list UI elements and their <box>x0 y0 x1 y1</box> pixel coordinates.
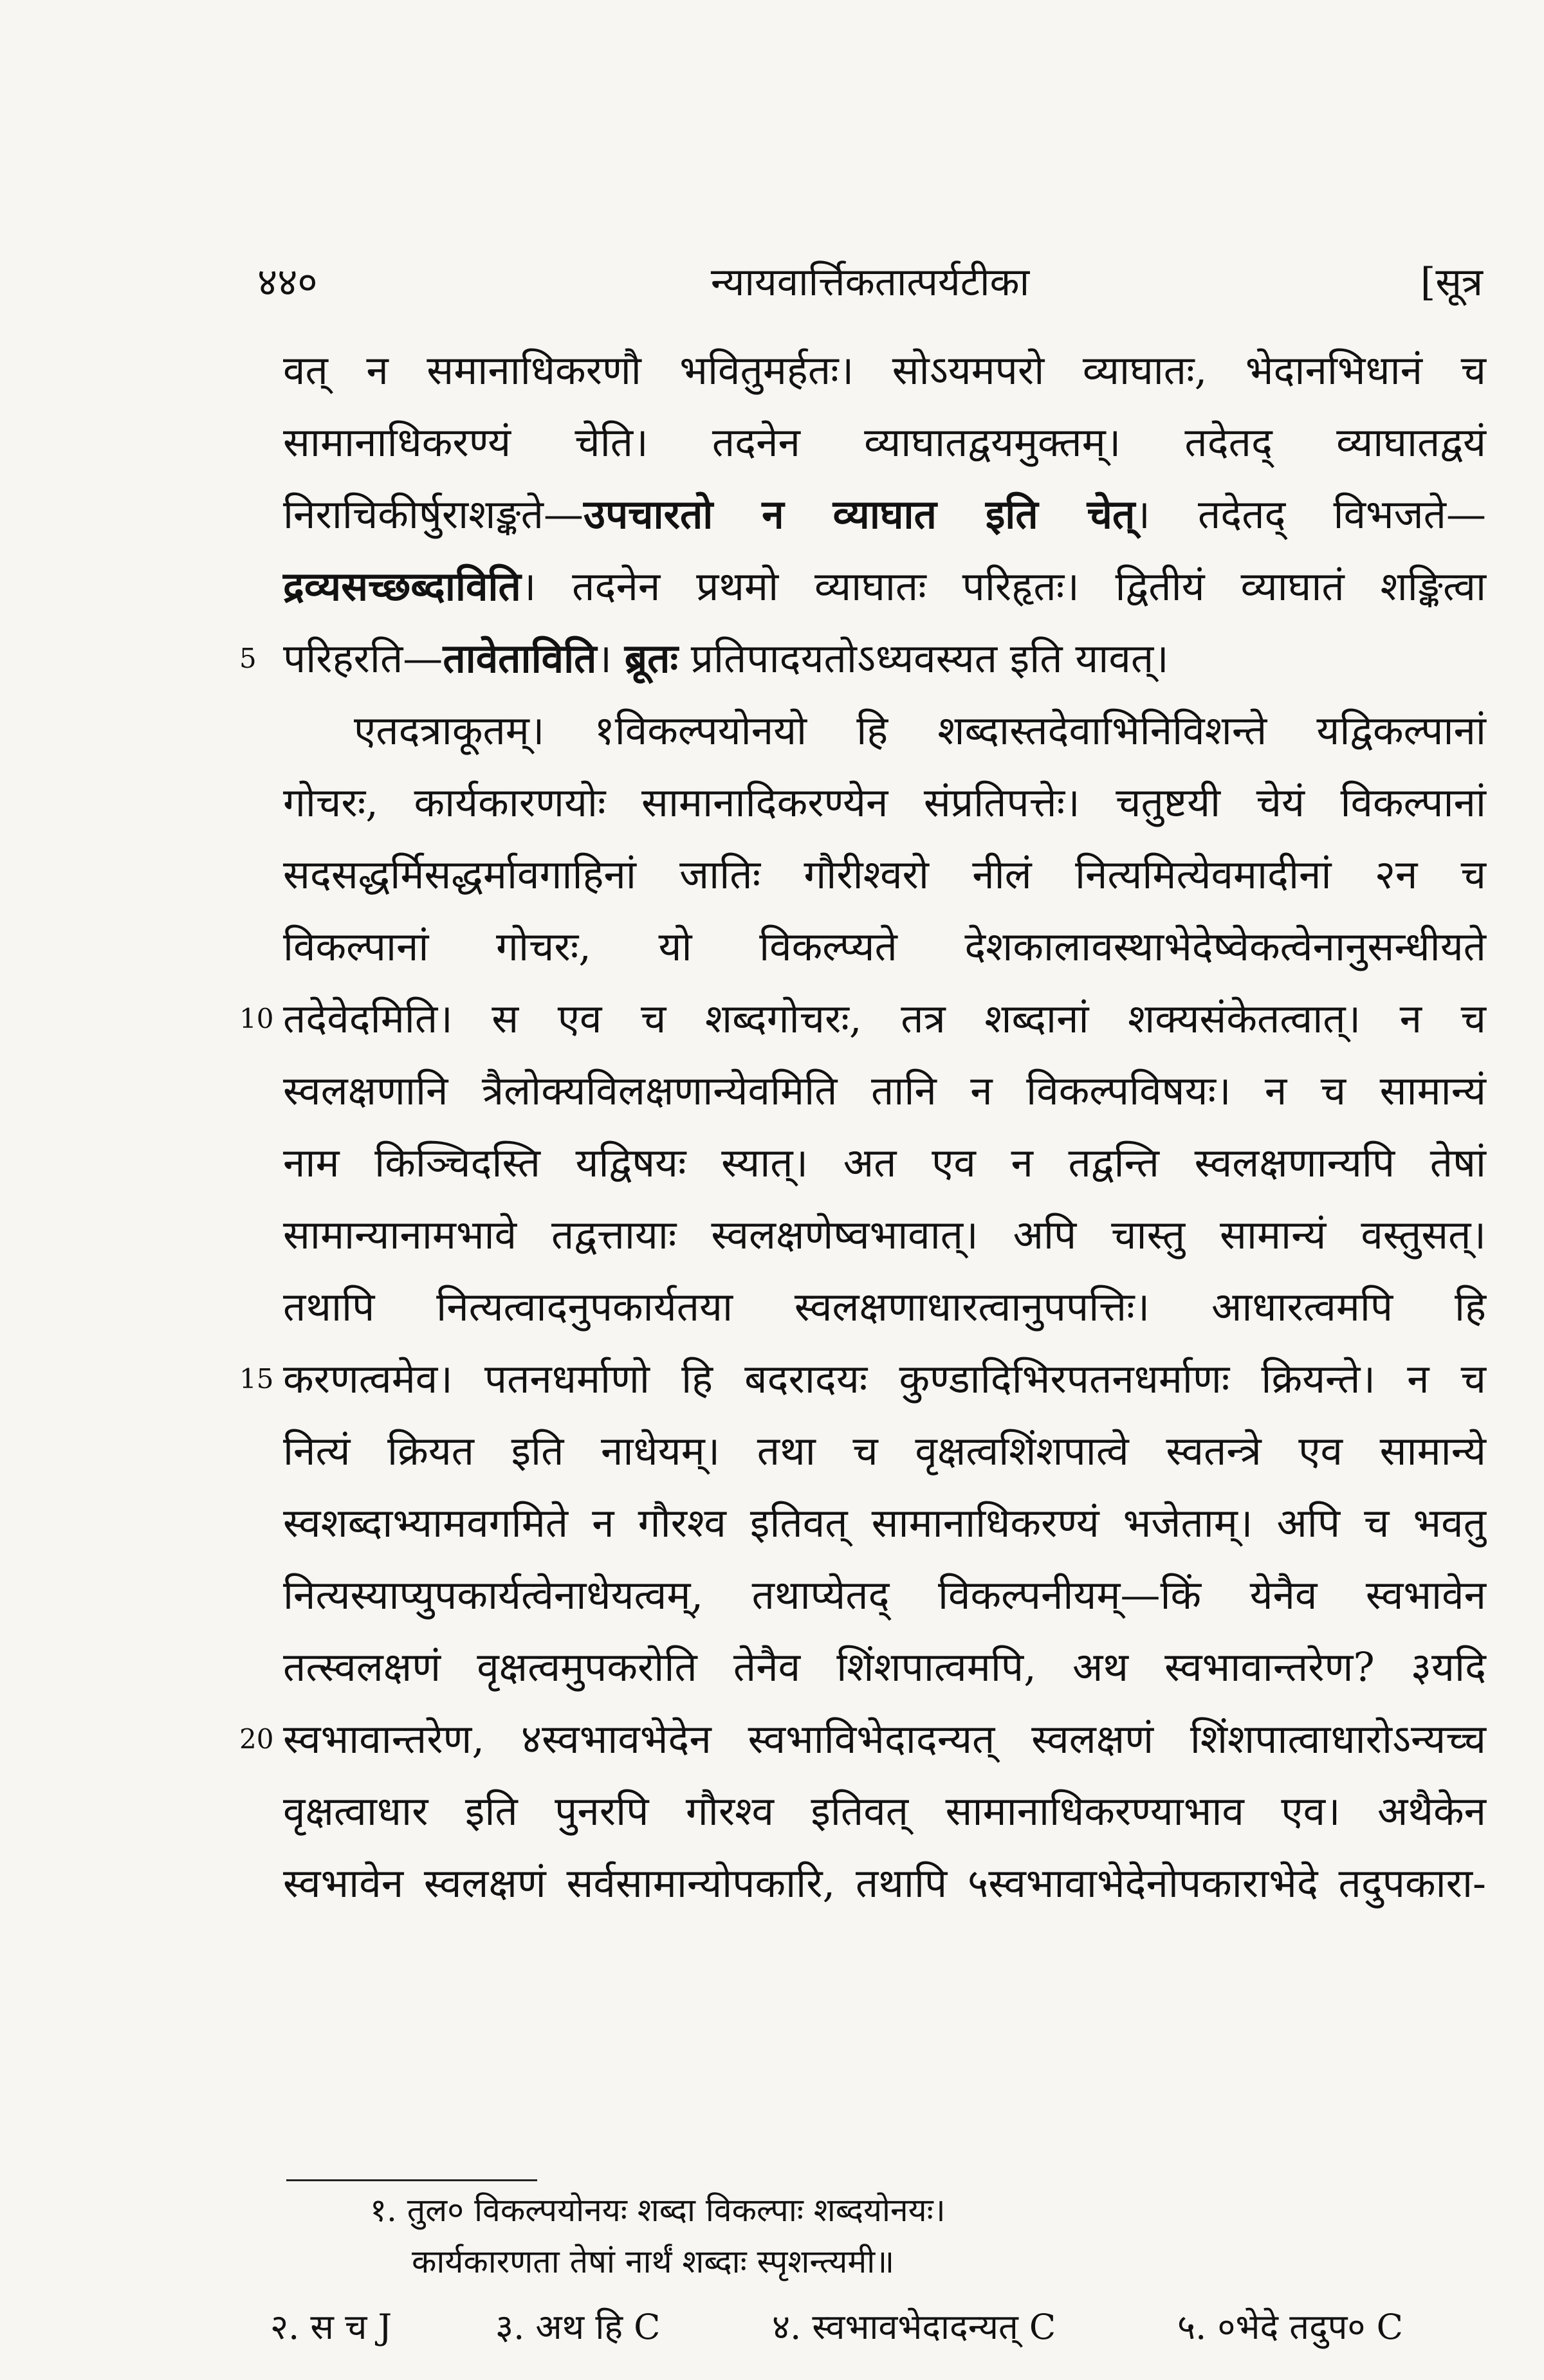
line-content <box>354 707 1486 754</box>
footnote-rule <box>286 2179 537 2181</box>
text-line <box>283 1847 1486 1919</box>
text-line <box>283 551 1486 623</box>
text-segment: विकल्पानां गोचरः, यो विकल्प्यते देशकालावस्थाभेदेष्वेकत्वेनानुसन्धीयते <box>283 923 1486 970</box>
text-segment: स्वशब्दाभ्यामवगमिते न गौरश्व इतिवत् सामानाधिकरण्यं भजेताम्। अपि च भवतु <box>283 1499 1486 1546</box>
text-line <box>283 407 1486 479</box>
line-content <box>283 419 1486 466</box>
text-line <box>283 695 1486 767</box>
text-line <box>283 767 1486 839</box>
text-line <box>283 479 1486 551</box>
running-header <box>257 254 1483 312</box>
page-number: ४४० <box>257 260 318 305</box>
text-segment: । <box>596 635 625 682</box>
text-line <box>283 1055 1486 1127</box>
text-segment: निराचिकीर्षुराशङ्कते— <box>283 491 584 538</box>
text-segment: तथापि नित्यत्वादनुपकार्यतया स्वलक्षणाधारत्वानुपपत्तिः। आधारत्वमपि हि <box>283 1283 1486 1330</box>
text-line <box>283 1415 1486 1487</box>
text-line <box>283 1559 1486 1631</box>
line-content <box>283 1788 1486 1835</box>
line-content <box>283 1211 1486 1258</box>
text-segment: तत्स्वलक्षणं वृक्षत्वमुपकरोति तेनैव शिंशपात्वमपि, अथ स्वभावान्तरेण? ३यदि <box>283 1643 1486 1690</box>
line-number: 5 <box>239 643 257 674</box>
line-content <box>283 1643 1486 1690</box>
line-content <box>283 1355 1486 1402</box>
text-line <box>283 334 1486 407</box>
text-line <box>283 1127 1486 1199</box>
line-content <box>283 1860 1486 1907</box>
variant-reading: ४. स्वभावभेदादन्यत् C <box>772 2307 1056 2347</box>
line-content <box>283 347 1486 394</box>
line-number: 10 <box>239 1003 274 1034</box>
variant-readings <box>270 2302 1480 2347</box>
variant-reading: २. स च J <box>270 2307 392 2347</box>
footnote-1-line-1: १. तुल० विकल्पयोनयः शब्दा विकल्पाः शब्दयोनयः। <box>370 2192 946 2229</box>
text-segment: वत् न समानाधिकरणौ भवितुमर्हतः। सोऽयमपरो व्याघातः, भेदानभिधानं च <box>283 347 1486 394</box>
text-segment: सदसद्धर्मिसद्धर्मावगाहिनां जातिः गौरीश्वरो नीलं नित्यमित्येवमादीनां २न च <box>283 851 1486 898</box>
line-content <box>283 1499 1486 1546</box>
text-segment: नाम किञ्चिदस्ति यद्विषयः स्यात्। अत एव न तद्वन्ति स्वलक्षणान्यपि तेषां <box>283 1139 1486 1186</box>
line-content <box>283 1571 1486 1618</box>
text-line <box>283 1487 1486 1559</box>
bold-lemma: उपचारतो न व्याघात इति चेत् <box>583 491 1135 538</box>
text-line <box>283 1631 1486 1703</box>
line-content <box>283 635 1169 682</box>
text-line <box>239 1343 1486 1415</box>
text-line <box>239 623 1486 695</box>
text-segment: करणत्वमेव। पतनधर्माणो हि बदरादयः कुण्डादिभिरपतनधर्माणः क्रियन्ते। न च <box>283 1355 1486 1402</box>
text-segment: सामान्यानामभावे तद्वत्तायाः स्वलक्षणेष्वभावात्। अपि चास्तु सामान्यं वस्तुसत्। <box>283 1211 1486 1258</box>
line-number: 20 <box>239 1723 274 1755</box>
text-segment: । तदनेन प्रथमो व्याघातः परिहृतः। द्वितीयं व्याघातं शङ्कित्वा <box>520 563 1486 610</box>
line-content <box>283 923 1486 970</box>
bold-lemma: द्रव्यसच्छब्दाविति <box>283 563 521 610</box>
footnote-1-line-2: कार्यकारणता तेषां नार्थं शब्दाः स्पृशन्त्यमी॥ <box>412 2243 895 2280</box>
text-segment: परिहरति— <box>283 635 443 682</box>
line-content <box>283 851 1486 898</box>
running-title: न्यायवार्त्तिकतात्पर्यटीका <box>710 260 1030 305</box>
line-content <box>283 1427 1486 1474</box>
text-segment: स्वलक्षणानि त्रैलोक्यविलक्षणान्येवमिति तानि न विकल्पविषयः। न च सामान्यं <box>283 1067 1486 1114</box>
line-content <box>283 779 1486 826</box>
text-segment: वृक्षत्वाधार इति पुनरपि गौरश्व इतिवत् सामानाधिकरण्याभाव एव। अथैकेन <box>283 1788 1486 1835</box>
line-content <box>283 491 1486 538</box>
line-content <box>283 1139 1486 1186</box>
line-content <box>283 1716 1486 1762</box>
variant-reading: ५. ०भेदे तदुप० C <box>1177 2307 1403 2347</box>
text-segment: । तदेतद् विभजते— <box>1135 491 1486 538</box>
line-number: 15 <box>239 1363 274 1395</box>
text-segment: गोचरः, कार्यकारणयोः सामानादिकरण्येन संप्रतिपत्तेः। चतुष्टयी चेयं विकल्पानां <box>283 779 1486 826</box>
text-line <box>239 1703 1486 1775</box>
line-content <box>283 563 1486 610</box>
line-content <box>283 1067 1486 1114</box>
text-segment: सामानाधिकरण्यं चेति। तदनेन व्याघातद्वयमुक्तम्। तदेतद् व्याघातद्वयं <box>283 419 1486 466</box>
text-segment: स्वभावान्तरेण, ४स्वभावभेदेन स्वभाविभेदादन्यत् स्वलक्षणं शिंशपात्वाधारोऽन्यच्च <box>283 1716 1486 1762</box>
line-content <box>283 1283 1486 1330</box>
text-segment: एतदत्राकूतम्। १विकल्पयोनयो हि शब्दास्तदेवाभिनिविशन्ते यद्विकल्पानां <box>354 707 1486 754</box>
text-line <box>283 911 1486 983</box>
text-segment: प्रतिपादयतोऽध्यवस्यत इति यावत्। <box>678 635 1169 682</box>
variant-reading: ३. अथ हि C <box>495 2307 661 2347</box>
text-line <box>283 1199 1486 1271</box>
line-content <box>283 995 1486 1042</box>
text-line <box>239 983 1486 1055</box>
text-line <box>283 1271 1486 1343</box>
bold-lemma: ब्रूतः <box>624 635 679 682</box>
text-segment: स्वभावेन स्वलक्षणं सर्वसामान्योपकारि, तथापि ५स्वभावाभेदेनोपकाराभेदे तदुपकारा- <box>283 1860 1486 1907</box>
section-label: [सूत्र <box>1420 260 1483 305</box>
bold-lemma: तावेताविति <box>443 635 597 682</box>
text-segment: तदेवेदमिति। स एव च शब्दगोचरः, तत्र शब्दानां शक्यसंकेतत्वात्। न च <box>283 995 1486 1042</box>
text-line <box>283 839 1486 911</box>
text-segment: नित्यस्याप्युपकार्यत्वेनाधेयत्वम्, तथाप्येतद् विकल्पनीयम्—किं येनैव स्वभावेन <box>283 1571 1486 1618</box>
body-text <box>239 334 1486 1919</box>
text-segment: नित्यं क्रियत इति नाधेयम्। तथा च वृक्षत्वशिंशपात्वे स्वतन्त्रे एव सामान्ये <box>283 1427 1486 1474</box>
text-line <box>283 1775 1486 1847</box>
